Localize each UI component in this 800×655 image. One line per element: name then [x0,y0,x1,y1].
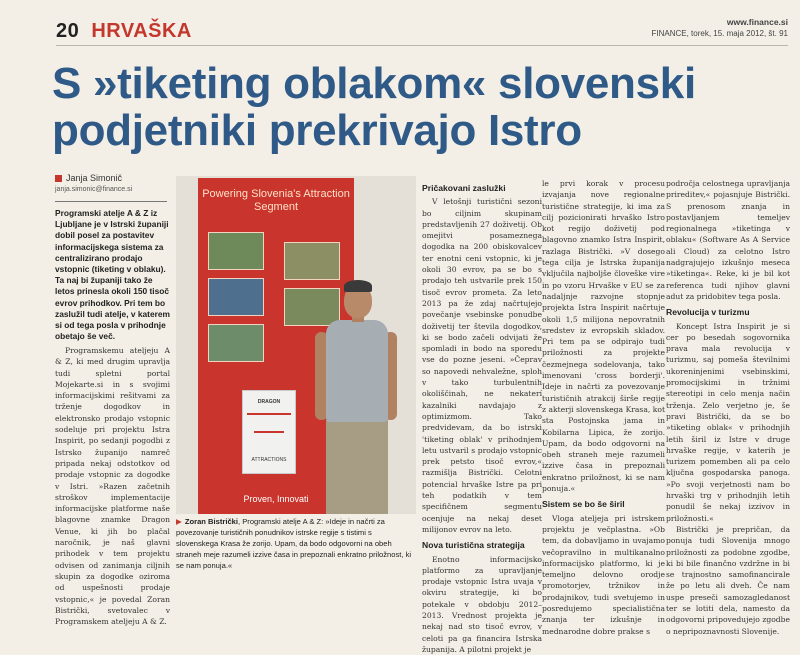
product-stripe [254,431,284,433]
caption-name: Zoran Bistrički [185,517,238,526]
banner-thumb [208,324,264,362]
col4-paragraph: Bistrički je prepričan, da ponuja tudi Slovenija mnogo priložnosti za podobne zgodbe, ki bi bile finančno vzdržne in bi se trajnostno samofinancirale že po letu ali dveh. Če nam uspe preseči samozagledanost ter se lotiti dela, namesto da odgovorni pripovedujejo zgodbe o nepripoznavnosti Slovenije. [666,524,790,637]
col2-paragraph: V letošnji turistični sezoni bo ciljnim skupinam predstavljenih 27 doživetij. Ob omejitvi posameznega dogodka na 200 obiskovalcev ter enotni ceni vstopnic, ki je okoli 30 evrov, pa se bo s prodajo teh ustvarile prek 150 tisoč evrov prometa. Za leto 2013 pa že zdaj načrtujejo povečanje vsebinske ponudbe doživetij ter števila dogodkov, ki se bodo začeli odvijati že spomladi in bodo na sporedu vse do pozne jeseni. »Čeprav so napovedi nehvaležne, sploh v tako turbulentnih okoliščinah, ne nekaterí kazalniki navdajajo z optimizmom. Tako predvidevam, da bo istrski 'tiketing oblak' v prihodnjem letu ustvaril s prodajo vstopnic prek petsto tisoč evrov,« razmišlja Bistrički. Celotni potencial hrvaške Istre pa pri teh podatkih v tem specifičnem segmentu ocenjuje na nekaj deset milijonov evrov na leto. [422,196,542,535]
column-4 [666,178,790,637]
author-name: Janja Simonič [66,173,122,183]
photo-caption [176,516,416,571]
col3-paragraph: le prvi korak v procesu izvajanja nove regionalne turistične strategije, ki ima za cilj pozicionirati hrvaško Istro kot regijo doživetij pod blagovno znamko Istra Inspirit, razlaga Bistrički. »V dosego tega cilja je Istrska županija vključila najboljše človeške vire in po vzoru Hrvaške v EU se za nadaljnje razvojne stopnje projekta Istra Inspirit načrtuje okoli 1,5 milijona nepovratnih sredstev iz evropskih skladov. Pri tem pa se odpirajo tudi priložnosti za projekte čezmejnega sodelovanja, tako imenovani 'cross borderji'. Ideje in načrti za povezovanje turističnih atrakcij širše regije z akterji slovenskega Krasa, kot sta Postojnska jama in Kobilarna Lipica, že zorijo. Upam, da bodo odgovorni na obeh straneh meje razumeli izzive časa in prepoznali enkratno priložnost, ki se nam ponuja.« [542,178,665,494]
issue-info: FINANCE, torek, 15. maja 2012, št. 91 [651,28,788,40]
column-2 [422,178,542,655]
banner-thumb [208,232,264,270]
product-sub: ATTRACTIONS [243,457,295,463]
product-stripe [247,413,291,415]
byline [55,173,132,193]
page-number: 20 [56,20,79,42]
page-header-left [56,20,192,43]
col3-paragraph: Vloga ateljeja pri istrskem projektu je večplastna. »Ob tem, da dobavljamo in uvajamo večopravilno in multikanalno informacijsko platformo, ki je temeljno delovno orodje promotorjev, tržnikov in prodajnikov, tudi svetujemo in posredujemo specialistična znanja ter izkušnje in mednarodne dobre prakse s [542,513,665,637]
subhead: Nova turistična strategija [422,540,542,551]
subhead: Sistem se bo še širil [542,499,665,510]
caption-text: , Programski atelje A & Z: »Ideje in načrti za povezovanje turističnih ponudnikov istrske regije s tistimi s slovenskega Krasa že zorijo. Upam, da bodo odgovorni na obeh straneh meje razumeli izzive časa in prepoznali enkratno priložnost, ki se nam ponuja.« [176,517,411,570]
column-1 [55,345,170,627]
subhead: Revolucija v turizmu [666,307,790,318]
col2-paragraph: Enotno informacijsko platformo za upravljanje prodaje vstopnic Istra uvaja v okviru strategije, ki bo potekale v obdobju 2012–2013. Vrednost projekta je nekaj nad sto tisoč evrov, v celoti pa ga financira Istrska županija. A pilotni projekt je [422,554,542,655]
caption-marker-icon: ▶ [176,517,182,526]
byline-rule [55,201,167,202]
person-hair [344,280,372,292]
banner-bottom-text: Proven, Innovati [198,494,354,504]
byline-marker-icon [55,175,62,182]
photo [176,176,416,514]
column-3 [542,178,665,637]
subhead: Pričakovani zaslužki [422,183,542,194]
col4-paragraph: področja celostnega upravljanja prireditev,« pojasnjuje Bistrički. S prenosom znanja in postavljanjem temeljev regionalnega »tiketinga v oblaku« (Software As A Service ali Cloud) za celotno Istro nadgrajujejo izkušnjo meseca »tiketinga«. Reke, ki je bil kot referenca tudi njihov glavni adut za pridobitev tega posla. [666,178,790,302]
banner-thumb [208,278,264,316]
lead-paragraph: Programski atelje A & Z iz Ljubljane je v Istrski županiji dobil posel za postavitev informacijskega sistema za centralizirano prodajo vstopnic (tiketing v oblaku). Ta naj bi županiji tako že letos prinesla okoli 150 tisoč evrov prihodkov. Pri tem bo zaslužil tudi atelje, v katerem si od tega posla v prihodnje obetajo še več. [55,208,170,342]
header-rule [56,45,788,46]
banner-title: Powering Slovenia's Attraction Segment [198,188,354,214]
banner-thumb [284,242,340,280]
section-title: HRVAŠKA [91,20,192,42]
page-header-right [651,16,788,40]
col1-paragraph: Programskemu ateljeju A & Z, ki med drugim upravlja tudi spletni portal Mojekarte.si in s svojimi informacijskimi rešitvami za trženje dogodkov in elektronsko prodajo vstopnic sodeluje pri projektu Istra Inspirit, po sedanji pogodbi z Istrsko županijo namreč pripada nekaj odstotkov od prodaje vstopnic za dogodke v Istri. »Razen začetnih stroškov implementacije informacijske platforme naše blagovne znamke Dragon Venue, ki jih bo plačal naročnik, je naš glavni prihodek v tem projektu odvisen od zanimanja ciljnih skupin za dogodke oziroma od uspešnosti prodaje vstopnic,« je povedal Zoran Bistrički, svetovalec v Programskem ateljeju A & Z. [55,345,170,627]
site-url: www.finance.si [651,16,788,28]
banner-thumb [284,288,340,326]
person-pants [326,420,388,514]
person-shirt [326,320,388,422]
product-box [242,390,296,474]
author-email: janja.simonic@finance.si [55,186,132,193]
headline: S »tiketing oblakom« slovenski podjetniki prekrivajo Istro [52,60,787,154]
col4-paragraph: Koncept Istra Inspirit je si cer po besedah sogovornika prava mala revolucija v turizmu, saj pomeša številnimi ukoreninjenimi vsebinskimi, promocijskimi in tržnimi stereotipi in celo menja način trženja. Zelo verjetno je, še pravi Bistrički, da se bo »tiketing oblak« v prihodnjih letih širil iz Istre v druge hrvaške regije, v katerih je turizem pomemben ali pa celo ključna gospodarska panoga. »Po svoji verjetnosti nam bo hrvaški trg v prihodnjih letih ponudil še nekaj izzivov in priložnosti.« [666,321,790,524]
product-brand: DRAGON [243,399,295,405]
